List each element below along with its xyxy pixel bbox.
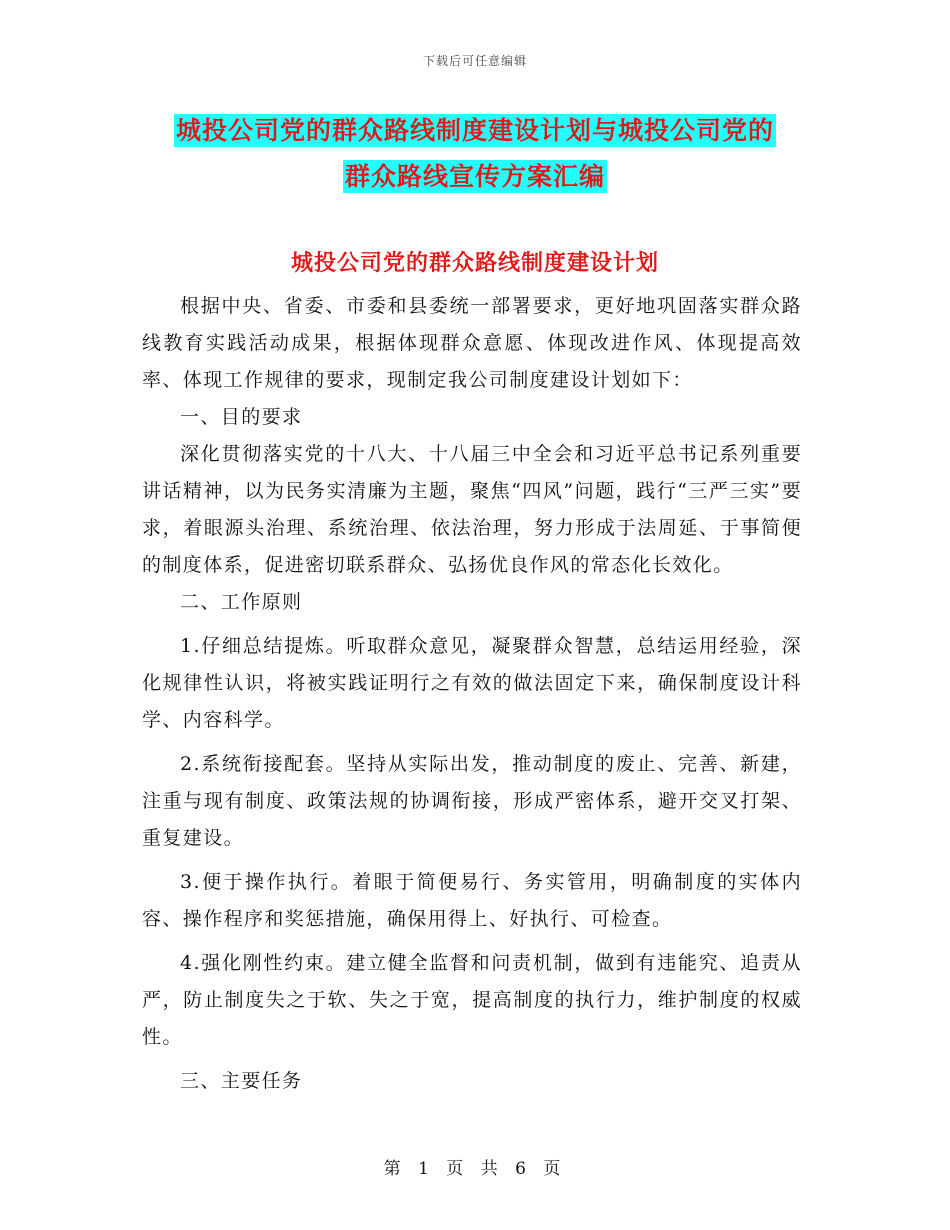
- page-header-note: 下载后可任意编辑: [422, 54, 527, 68]
- paragraph-principle-2: 2.系统衔接配套。坚持从实际出发，推动制度的废止、完善、新建，注重与现有制度、政策法规的协调衔接，形成严密体系，避开交叉打架、重复建设。: [142, 753, 802, 849]
- title-line-1: 城投公司党的群众路线制度建设计划与城投公司党的: [175, 116, 774, 145]
- paragraph-intro: 根据中央、省委、市委和县委统一部署要求，更好地巩固落实群众路线教育实践活动成果，根据体现群众意愿、体现改进作风、体现提高效率、体现工作规律的要求，现制定我公司制度建设计划如下：: [142, 295, 802, 391]
- title-line-2: 群众路线宣传方案汇编: [344, 162, 605, 191]
- section-title: 城投公司党的群众路线制度建设计划: [290, 250, 659, 276]
- document-body: [142, 288, 802, 1100]
- heading-principles: 二、工作原则: [180, 591, 303, 613]
- paragraph-principle-4: 4.强化刚性约束。建立健全监督和问责机制，做到有违能究、追责从严，防止制度失之于软、失之于宽，提高制度的执行力，维护制度的权威性。: [142, 952, 802, 1048]
- paragraph-purpose: 深化贯彻落实党的十八大、十八届三中全会和习近平总书记系列重要讲话精神，以为民务实清廉为主题，聚焦“四风”问题，践行“三严三实”要求，着眼源头治理、系统治理、依法治理，努力形成于法周延、于事简便的制度体系，促进密切联系群众、弘扬优良作风的常态化长效化。: [142, 443, 802, 576]
- document-title: [0, 108, 950, 200]
- paragraph-principle-1: 1.仔细总结提炼。听取群众意见，凝聚群众智慧，总结运用经验，深化规律性认识，将被实践证明行之有效的做法固定下来，确保制度设计科学、内容科学。: [142, 635, 802, 731]
- paragraph-principle-3: 3.便于操作执行。着眼于简便易行、务实管用，明确制度的实体内容、操作程序和奖惩措施，确保用得上、好执行、可检查。: [142, 871, 802, 930]
- page-number: 第 1 页 共 6 页: [383, 1159, 567, 1179]
- heading-tasks: 三、主要任务: [180, 1070, 303, 1092]
- heading-purpose: 一、目的要求: [180, 406, 303, 428]
